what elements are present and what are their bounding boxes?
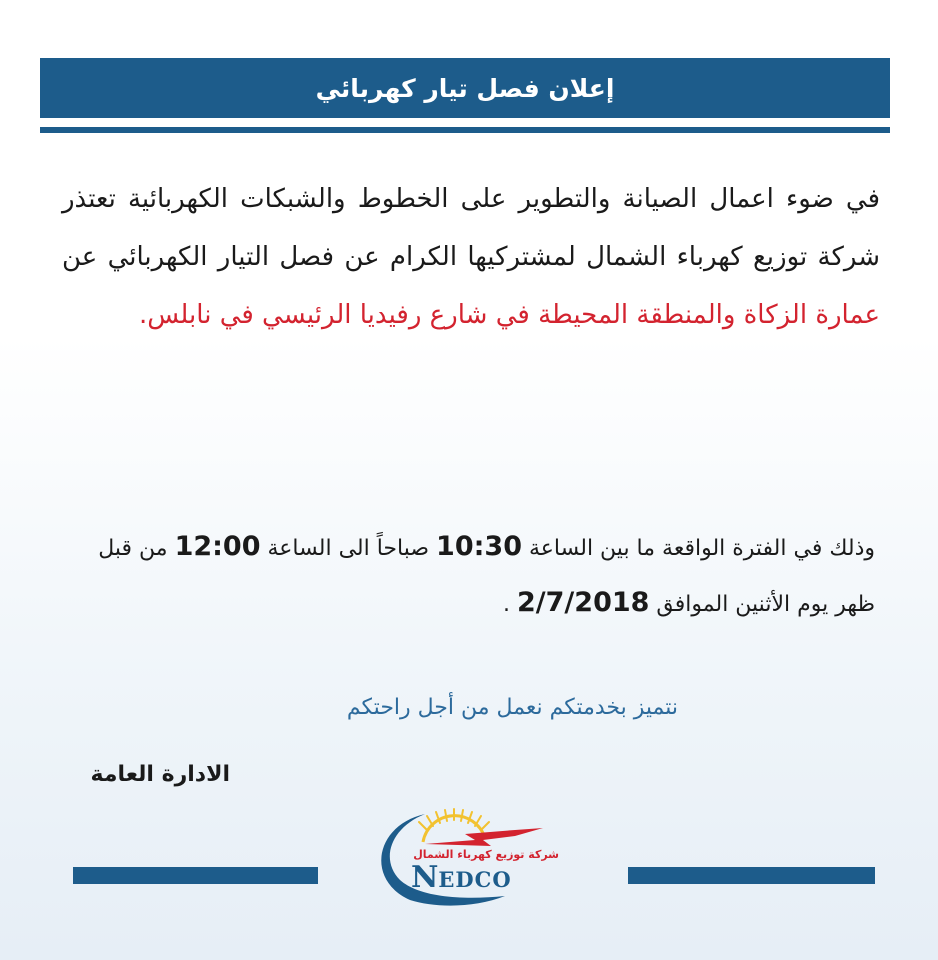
notice-date: 2/7/2018 (516, 587, 650, 618)
logo-name-rest: EDCO (438, 867, 512, 892)
footer-bar-left (73, 867, 318, 884)
time-notice-part4: ظهر يوم الأثنين الموافق (649, 592, 875, 617)
announcement-intro: في ضوء اعمال الصيانة والتطوير على الخطوط والشبكات الكهربائية تعتذر شركة توزيع كهرباء الشمال لمشتركيها الكرام عن فصل التيار الكهربائي عن (62, 184, 880, 272)
end-time: 12:00 (174, 531, 261, 562)
header-divider (40, 127, 890, 133)
footer-bar-right (628, 867, 875, 884)
logo-arabic-name: شركة توزيع كهرباء الشمال (413, 848, 559, 861)
logo-company-name (411, 860, 512, 895)
announcement-paragraph (62, 170, 880, 344)
time-notice-line-2 (70, 576, 875, 632)
time-notice-line-1 (70, 520, 875, 576)
time-notice (70, 520, 875, 632)
time-notice-part1: وذلك في الفترة الواقعة ما بين الساعة (522, 536, 875, 561)
time-notice-part5: . (502, 592, 517, 617)
lightning-bolt-icon (425, 828, 543, 846)
header-bar (40, 58, 890, 118)
page-title: إعلان فصل تيار كهربائي (315, 73, 615, 103)
announcement-location: عمارة الزكاة والمنطقة المحيطة في شارع رفيديا الرئيسي في نابلس. (139, 300, 880, 330)
signature: الادارة العامة (90, 762, 230, 787)
slogan: نتميز بخدمتكم نعمل من أجل راحتكم (346, 695, 678, 720)
time-notice-part3: من قبل (98, 536, 175, 561)
time-notice-part2: صباحاً الى الساعة (260, 536, 437, 561)
start-time: 10:30 (436, 531, 522, 562)
company-logo (365, 800, 580, 910)
logo-initial: N (411, 860, 439, 895)
